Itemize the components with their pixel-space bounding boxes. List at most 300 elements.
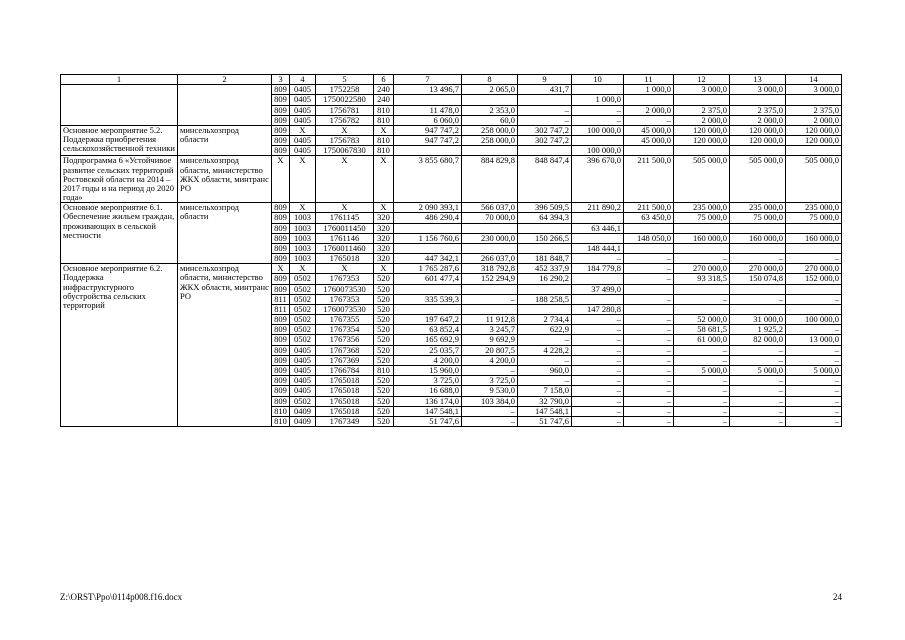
table-cell: 809: [272, 365, 290, 375]
table-cell: 103 384,0: [462, 396, 518, 406]
table-cell: 810: [374, 146, 394, 156]
table-cell: 2 375,0: [786, 105, 842, 115]
table-cell: 1760073530: [316, 284, 374, 294]
table-cell: –: [572, 105, 624, 115]
table-cell: [786, 284, 842, 294]
table-cell: 9 692,9: [462, 335, 518, 345]
table-cell: –: [518, 355, 572, 365]
table-cell: –: [624, 294, 674, 304]
table-cell: [786, 146, 842, 156]
table-cell: 3 245,7: [462, 325, 518, 335]
table-cell: 120 000,0: [786, 136, 842, 146]
table-cell: 320: [374, 223, 394, 233]
table-cell: Х: [316, 125, 374, 135]
table-cell: 3 725,0: [394, 376, 462, 386]
col-header: 3: [272, 75, 290, 85]
table-cell: 0405: [290, 95, 316, 105]
col-header: 6: [374, 75, 394, 85]
footer-file-path: Z:\ORST\Ppo\0114p008.f16.docx: [60, 592, 183, 602]
table-cell: 160 000,0: [674, 233, 730, 243]
table-cell: 1756782: [316, 115, 374, 125]
table-cell: 4 200,0: [394, 355, 462, 365]
table-cell: 11 912,8: [462, 315, 518, 325]
table-cell: –: [730, 345, 786, 355]
table-cell: [786, 304, 842, 314]
table-cell: 810: [374, 115, 394, 125]
table-cell: [462, 146, 518, 156]
table-cell: 520: [374, 396, 394, 406]
table-cell: –: [624, 406, 674, 416]
table-cell: [394, 146, 462, 156]
table-cell: [518, 243, 572, 253]
table-cell: [572, 233, 624, 243]
table-cell: 520: [374, 376, 394, 386]
table-cell: 318 792,8: [462, 264, 518, 274]
table-cell: 211 890,2: [572, 203, 624, 213]
budget-table: [60, 74, 842, 427]
table-cell: 809: [272, 136, 290, 146]
table-cell: 2 000,0: [624, 105, 674, 115]
table-cell: 1 765 287,6: [394, 264, 462, 274]
table-cell: 431,7: [518, 85, 572, 95]
table-cell: [518, 304, 572, 314]
table-cell: 147 280,8: [572, 304, 624, 314]
col-header: 9: [518, 75, 572, 85]
table-cell: –: [674, 386, 730, 396]
table-cell: [786, 223, 842, 233]
table-cell: [394, 95, 462, 105]
table-cell: [624, 243, 674, 253]
table-cell: 520: [374, 304, 394, 314]
table-cell: [462, 223, 518, 233]
table-cell: 1766784: [316, 365, 374, 375]
table-cell: 810: [374, 136, 394, 146]
table-cell: –: [572, 416, 624, 426]
table-cell: 0405: [290, 136, 316, 146]
table-cell: 520: [374, 284, 394, 294]
table-cell: 809: [272, 355, 290, 365]
table-cell: 5 000,0: [674, 365, 730, 375]
table-cell: –: [572, 254, 624, 264]
table-cell: [730, 243, 786, 253]
table-cell: –: [518, 335, 572, 345]
table-cell: 1 156 760,6: [394, 233, 462, 243]
table-cell: 52 000,0: [674, 315, 730, 325]
table-cell: –: [518, 115, 572, 125]
table-cell: [674, 223, 730, 233]
table-cell: 0502: [290, 294, 316, 304]
table-cell: 809: [272, 325, 290, 335]
table-cell: 70 000,0: [462, 213, 518, 223]
table-cell: –: [674, 396, 730, 406]
table-cell: 5 000,0: [730, 365, 786, 375]
table-cell: 1 000,0: [624, 85, 674, 95]
table-cell: 809: [272, 223, 290, 233]
table-cell: 0502: [290, 284, 316, 294]
program-name-cell: Основное мероприятие 6.1. Обеспечение жильем граждан, проживающих в сельской местности: [61, 203, 178, 264]
table-cell: 396 670,0: [572, 156, 624, 203]
table-cell: 0405: [290, 376, 316, 386]
table-cell: 809: [272, 335, 290, 345]
table-cell: 566 037,0: [462, 203, 518, 213]
table-cell: 211 500,0: [624, 156, 674, 203]
executor-cell: минсельхозпрод области: [178, 125, 272, 156]
table-cell: –: [572, 406, 624, 416]
table-row: [61, 203, 842, 213]
table-cell: 0405: [290, 355, 316, 365]
table-cell: 270 000,0: [786, 264, 842, 274]
table-cell: –: [624, 386, 674, 396]
table-cell: 11 478,0: [394, 105, 462, 115]
table-cell: 320: [374, 233, 394, 243]
table-cell: 0502: [290, 304, 316, 314]
program-name-cell: [61, 85, 178, 126]
table-cell: 235 000,0: [730, 203, 786, 213]
table-cell: 809: [272, 243, 290, 253]
table-cell: 811: [272, 304, 290, 314]
table-cell: 809: [272, 233, 290, 243]
table-cell: 520: [374, 355, 394, 365]
table-cell: 2 375,0: [674, 105, 730, 115]
table-row: [61, 85, 842, 95]
table-cell: 809: [272, 315, 290, 325]
table-cell: 45 000,0: [624, 125, 674, 135]
table-cell: [572, 136, 624, 146]
table-cell: 31 000,0: [730, 315, 786, 325]
table-cell: 211 500,0: [624, 203, 674, 213]
table-cell: 320: [374, 213, 394, 223]
col-header: 14: [786, 75, 842, 85]
col-header: 5: [316, 75, 374, 85]
table-cell: 181 848,7: [518, 254, 572, 264]
table-cell: –: [786, 345, 842, 355]
table-cell: 809: [272, 254, 290, 264]
table-cell: 1756781: [316, 105, 374, 115]
table-cell: 120 000,0: [674, 125, 730, 135]
table-cell: [624, 146, 674, 156]
table-cell: –: [786, 325, 842, 335]
table-cell: [730, 95, 786, 105]
table-cell: 2 734,4: [518, 315, 572, 325]
table-cell: –: [730, 416, 786, 426]
table-cell: 810: [374, 365, 394, 375]
table-cell: 320: [374, 243, 394, 253]
table-cell: 947 747,2: [394, 125, 462, 135]
table-cell: 1767353: [316, 274, 374, 284]
header-row: [61, 75, 842, 85]
table-cell: 100 000,0: [786, 315, 842, 325]
table-cell: –: [674, 294, 730, 304]
table-cell: 152 000,0: [786, 274, 842, 284]
table-cell: –: [674, 406, 730, 416]
table-cell: –: [624, 254, 674, 264]
table-cell: 0502: [290, 396, 316, 406]
table-cell: 302 747,2: [518, 136, 572, 146]
table-cell: –: [624, 416, 674, 426]
table-cell: 270 000,0: [730, 264, 786, 274]
table-cell: 848 847,4: [518, 156, 572, 203]
table-cell: Х: [316, 156, 374, 203]
table-cell: 302 747,2: [518, 125, 572, 135]
table-cell: [730, 223, 786, 233]
table-cell: [518, 146, 572, 156]
table-cell: 58 681,5: [674, 325, 730, 335]
table-cell: 809: [272, 203, 290, 213]
table-cell: [518, 223, 572, 233]
table-cell: [624, 95, 674, 105]
table-cell: 9 530,0: [462, 386, 518, 396]
table-cell: [786, 243, 842, 253]
col-header: 2: [178, 75, 272, 85]
table-cell: –: [624, 325, 674, 335]
table-cell: –: [462, 406, 518, 416]
table-cell: Х: [316, 203, 374, 213]
table-cell: 0405: [290, 345, 316, 355]
table-cell: 884 829,8: [462, 156, 518, 203]
table-cell: 0409: [290, 406, 316, 416]
table-row: [61, 264, 842, 274]
table-cell: 2 000,0: [674, 115, 730, 125]
table-cell: 120 000,0: [730, 125, 786, 135]
table-cell: 93 318,5: [674, 274, 730, 284]
table-cell: 505 000,0: [674, 156, 730, 203]
table-cell: [462, 243, 518, 253]
table-cell: 447 342,1: [394, 254, 462, 264]
table-cell: 197 647,2: [394, 315, 462, 325]
table-cell: 0502: [290, 335, 316, 345]
table-cell: 1765018: [316, 254, 374, 264]
table-cell: 37 499,0: [572, 284, 624, 294]
program-name-cell: Основное мероприятие 5.2. Поддержка приобретения сельскохозяйственной техники: [61, 125, 178, 156]
table-cell: 1 925,2: [730, 325, 786, 335]
table-cell: 82 000,0: [730, 335, 786, 345]
table-cell: 3 000,0: [786, 85, 842, 95]
table-row: [61, 125, 842, 135]
table-cell: 809: [272, 284, 290, 294]
table-cell: 5 000,0: [786, 365, 842, 375]
table-cell: [674, 243, 730, 253]
table-cell: –: [624, 376, 674, 386]
table-cell: [394, 243, 462, 253]
table-cell: 1761145: [316, 213, 374, 223]
table-cell: –: [786, 254, 842, 264]
table-cell: 520: [374, 315, 394, 325]
table-cell: Х: [374, 156, 394, 203]
table-cell: Х: [316, 264, 374, 274]
table-cell: 1761146: [316, 233, 374, 243]
table-cell: 520: [374, 406, 394, 416]
page-number: 24: [833, 592, 842, 602]
table-cell: [674, 95, 730, 105]
table-cell: [730, 146, 786, 156]
table-cell: [624, 223, 674, 233]
executor-cell: минсельхозпрод области, министерство ЖКХ области, минтранс РО: [178, 156, 272, 203]
table-cell: 1 000,0: [572, 95, 624, 105]
table-cell: 148 050,0: [624, 233, 674, 243]
table-cell: 75 000,0: [786, 213, 842, 223]
table-cell: 1750022580: [316, 95, 374, 105]
table-cell: –: [572, 386, 624, 396]
table-cell: 188 258,5: [518, 294, 572, 304]
table-cell: –: [786, 396, 842, 406]
table-cell: 100 000,0: [572, 125, 624, 135]
table-cell: 150 266,5: [518, 233, 572, 243]
table-cell: –: [624, 115, 674, 125]
table-cell: 184 779,8: [572, 264, 624, 274]
table-cell: –: [730, 355, 786, 365]
table-cell: –: [730, 376, 786, 386]
table-cell: 809: [272, 115, 290, 125]
table-cell: [624, 284, 674, 294]
table-cell: [674, 304, 730, 314]
table-cell: 486 290,4: [394, 213, 462, 223]
table-cell: 120 000,0: [674, 136, 730, 146]
table-cell: 3 000,0: [730, 85, 786, 95]
table-cell: 147 548,1: [394, 406, 462, 416]
table-cell: 235 000,0: [786, 203, 842, 213]
table-cell: –: [518, 376, 572, 386]
table-cell: –: [730, 386, 786, 396]
table-cell: 75 000,0: [674, 213, 730, 223]
table-cell: Х: [374, 264, 394, 274]
table-cell: 13 000,0: [786, 335, 842, 345]
table-cell: 960,0: [518, 365, 572, 375]
table-cell: –: [624, 315, 674, 325]
table-cell: –: [730, 254, 786, 264]
table-cell: 0502: [290, 274, 316, 284]
table-cell: 1760073530: [316, 304, 374, 314]
table-cell: 3 855 680,7: [394, 156, 462, 203]
table-cell: 335 539,3: [394, 294, 462, 304]
table-cell: 809: [272, 105, 290, 115]
table-cell: 4 228,2: [518, 345, 572, 355]
table-cell: [462, 304, 518, 314]
table-cell: 32 790,0: [518, 396, 572, 406]
col-header: 11: [624, 75, 674, 85]
table-cell: [674, 284, 730, 294]
table-cell: –: [786, 386, 842, 396]
col-header: 7: [394, 75, 462, 85]
table-cell: 505 000,0: [730, 156, 786, 203]
table-cell: [394, 223, 462, 233]
table-cell: 258 000,0: [462, 125, 518, 135]
table-cell: [462, 95, 518, 105]
table-cell: –: [572, 365, 624, 375]
table-cell: [786, 95, 842, 105]
table-cell: 809: [272, 213, 290, 223]
table-cell: 1765018: [316, 376, 374, 386]
table-cell: 520: [374, 335, 394, 345]
table-cell: [394, 304, 462, 314]
table-cell: Х: [374, 125, 394, 135]
table-cell: 2 353,0: [462, 105, 518, 115]
table-cell: 1003: [290, 233, 316, 243]
table-cell: –: [786, 376, 842, 386]
table-cell: 45 000,0: [624, 136, 674, 146]
table-cell: 7 158,0: [518, 386, 572, 396]
table-cell: 13 496,7: [394, 85, 462, 95]
table-cell: 520: [374, 416, 394, 426]
table-cell: 136 174,0: [394, 396, 462, 406]
table-cell: 1765018: [316, 396, 374, 406]
table-cell: 51 747,6: [518, 416, 572, 426]
table-cell: 2 000,0: [730, 115, 786, 125]
table-cell: [730, 304, 786, 314]
col-header: 13: [730, 75, 786, 85]
table-cell: 809: [272, 95, 290, 105]
table-cell: –: [624, 365, 674, 375]
col-header: 12: [674, 75, 730, 85]
table-cell: 809: [272, 386, 290, 396]
table-cell: 230 000,0: [462, 233, 518, 243]
table-cell: 396 509,5: [518, 203, 572, 213]
table-cell: –: [674, 355, 730, 365]
table-cell: 0409: [290, 416, 316, 426]
table-cell: 811: [272, 294, 290, 304]
col-header: 4: [290, 75, 316, 85]
table-cell: –: [674, 254, 730, 264]
table-cell: 810: [272, 406, 290, 416]
table-cell: –: [674, 416, 730, 426]
table-cell: –: [624, 264, 674, 274]
table-cell: 809: [272, 274, 290, 284]
table-cell: [572, 274, 624, 284]
table-cell: –: [730, 396, 786, 406]
table-cell: [518, 284, 572, 294]
table-cell: Х: [290, 125, 316, 135]
table-cell: [394, 284, 462, 294]
table-cell: 1760011450: [316, 223, 374, 233]
table-cell: 520: [374, 294, 394, 304]
table-cell: –: [462, 365, 518, 375]
table-cell: 51 747,6: [394, 416, 462, 426]
table-cell: 16 688,0: [394, 386, 462, 396]
table-cell: 1765018: [316, 406, 374, 416]
table-cell: 16 290,2: [518, 274, 572, 284]
executor-cell: минсельхозпрод области: [178, 203, 272, 264]
table-cell: 75 000,0: [730, 213, 786, 223]
table-cell: Х: [272, 156, 290, 203]
col-header: 10: [572, 75, 624, 85]
executor-cell: [178, 85, 272, 126]
table-cell: –: [572, 325, 624, 335]
table-cell: –: [572, 315, 624, 325]
table-cell: 61 000,0: [674, 335, 730, 345]
table-cell: 810: [272, 416, 290, 426]
table-cell: –: [518, 105, 572, 115]
table-cell: 1003: [290, 243, 316, 253]
table-cell: 1765018: [316, 386, 374, 396]
table-cell: 60,0: [462, 115, 518, 125]
table-cell: –: [786, 406, 842, 416]
table-cell: 520: [374, 386, 394, 396]
table-cell: 1767368: [316, 345, 374, 355]
table-cell: –: [572, 335, 624, 345]
table-cell: 1767369: [316, 355, 374, 365]
program-name-cell: Подпрограмма 6 «Устойчивое развитие сельских территорий Ростовской области на 2014 – 2017 годы и на период до 2020 года»: [61, 156, 178, 203]
table-cell: 0502: [290, 315, 316, 325]
table-cell: 1767349: [316, 416, 374, 426]
table-cell: [572, 213, 624, 223]
table-cell: –: [674, 345, 730, 355]
table-cell: –: [786, 355, 842, 365]
table-cell: 520: [374, 325, 394, 335]
table-cell: 1756783: [316, 136, 374, 146]
table-cell: 3 725,0: [462, 376, 518, 386]
table-cell: 809: [272, 345, 290, 355]
table-cell: 809: [272, 396, 290, 406]
table-cell: –: [572, 376, 624, 386]
